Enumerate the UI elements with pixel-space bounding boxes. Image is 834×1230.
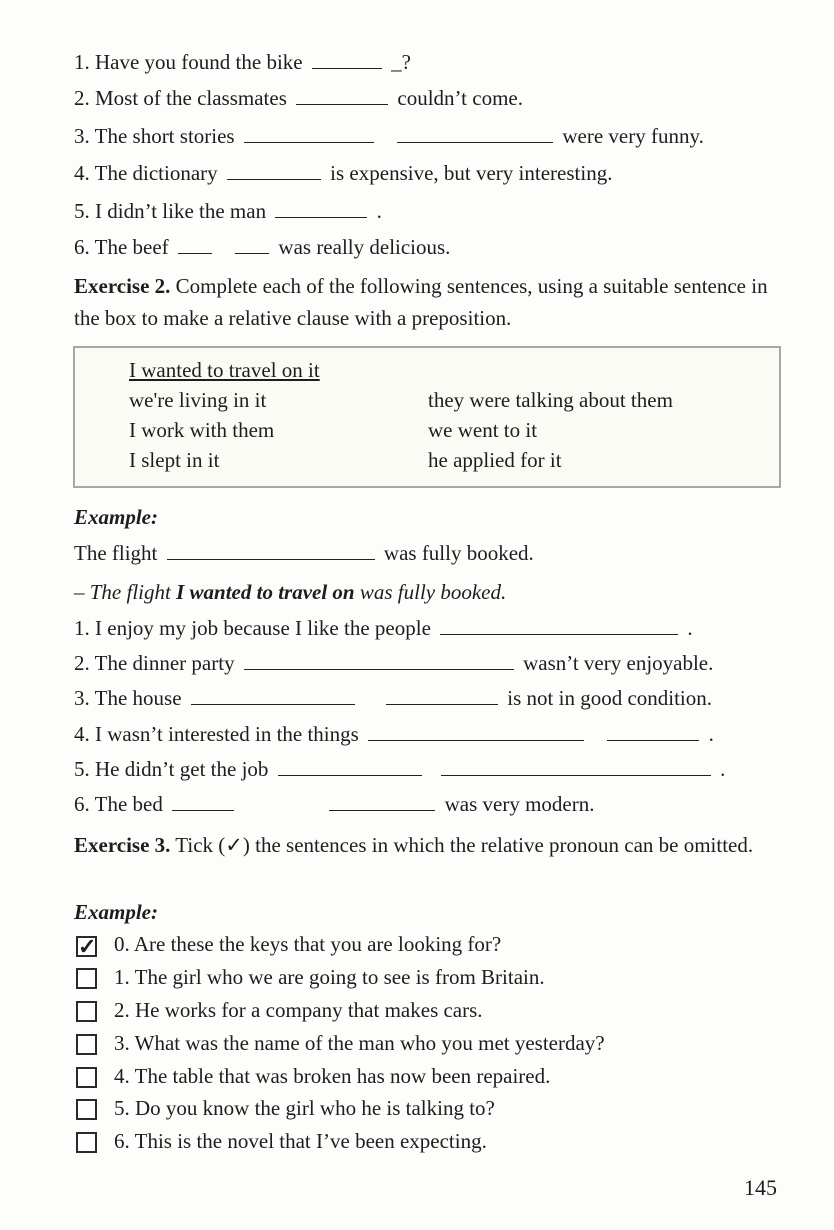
ex2-item-3-end: is not in good condition.: [507, 686, 713, 710]
ex3-item-6: 6. This is the novel that I’ve been expecting.: [114, 1129, 487, 1153]
answer-blank[interactable]: [227, 161, 321, 180]
ex3-item-2: 2. He works for a company that makes cars.: [114, 998, 483, 1022]
ex1-item-3-end: were very funny.: [562, 124, 704, 148]
checkbox[interactable]: [76, 1067, 97, 1088]
ex1-item-1-end: _?: [391, 50, 411, 74]
answer-blank[interactable]: [278, 757, 422, 776]
answer-blank[interactable]: [368, 722, 584, 741]
exercise-2-instruction: Complete each of the following sentences, using a suitable sentence in the box to make a relative clause with a preposition.: [74, 274, 768, 330]
ex1-item-5-end: .: [376, 199, 382, 223]
ex2-item-5-end: .: [720, 757, 726, 781]
answer-blank[interactable]: [386, 686, 498, 705]
ex1-item-4-end: is expensive, but very interesting.: [330, 161, 613, 185]
exercise-2-title: Exercise 2.: [74, 274, 171, 298]
answer-blank[interactable]: [441, 757, 711, 776]
answer-blank[interactable]: [172, 792, 234, 811]
ex2-item-3: [74, 686, 712, 711]
ex3-item-0: 0. Are these the keys that you are looking for?: [114, 932, 502, 956]
answer-blank[interactable]: [275, 199, 367, 218]
checkbox[interactable]: [76, 968, 97, 989]
ex2-item-1-text: 1. I enjoy my job because I like the people: [74, 616, 431, 640]
ex1-item-6-end: was really delicious.: [278, 235, 451, 259]
example-label: Example:: [74, 900, 158, 924]
box-sentence: we're living in it: [129, 388, 267, 412]
ex1-item-2-text: 2. Most of the classmates: [74, 86, 287, 110]
answer-blank[interactable]: [244, 124, 374, 143]
ex2-item-1: [74, 616, 693, 641]
checkbox[interactable]: [76, 1132, 97, 1153]
ex3-item-3: 3. What was the name of the man who you met yesterday?: [114, 1031, 605, 1055]
example-answer-clause: I wanted to travel on: [176, 580, 355, 604]
ex2-item-6: [74, 792, 594, 817]
example-start: The flight: [74, 541, 158, 565]
ex2-item-1-end: .: [687, 616, 693, 640]
ex1-item-2: [74, 86, 523, 111]
answer-blank[interactable]: [440, 616, 678, 635]
checkbox-checked[interactable]: ✓: [78, 934, 97, 959]
answer-blank[interactable]: [312, 50, 382, 69]
ex2-item-2-text: 2. The dinner party: [74, 651, 235, 675]
answer-blank[interactable]: [235, 235, 269, 254]
box-sentence: we went to it: [428, 418, 538, 442]
ex2-item-2: [74, 651, 713, 676]
ex1-item-6: [74, 235, 450, 260]
exercise-2-heading: [74, 270, 778, 334]
ex3-item-5: 5. Do you know the girl who he is talking to?: [114, 1096, 495, 1120]
answer-blank[interactable]: [244, 651, 514, 670]
ex2-item-5-text: 5. He didn’t get the job: [74, 757, 269, 781]
answer-blank[interactable]: [296, 86, 388, 105]
ex2-item-2-end: wasn’t very enjoyable.: [523, 651, 714, 675]
ex2-item-4-end: .: [708, 722, 714, 746]
ex1-item-3: [74, 124, 704, 149]
ex2-item-4-text: 4. I wasn’t interested in the things: [74, 722, 359, 746]
answer-blank[interactable]: [607, 722, 699, 741]
answer-blank[interactable]: [397, 124, 553, 143]
ex1-item-1-text: 1. Have you found the bike: [74, 50, 303, 74]
ex2-item-3-text: 3. The house: [74, 686, 182, 710]
example-answer: [74, 580, 506, 605]
ex1-item-2-end: couldn’t come.: [397, 86, 523, 110]
answer-blank[interactable]: [329, 792, 435, 811]
ex1-item-5: [74, 199, 382, 224]
box-sentence: I slept in it: [129, 448, 220, 472]
checkbox[interactable]: [76, 1001, 97, 1022]
example-label: Example:: [74, 505, 158, 529]
checkbox[interactable]: [76, 1099, 97, 1120]
ex1-item-3-text: 3. The short stories: [74, 124, 235, 148]
exercise-3-title: Exercise 3.: [74, 833, 171, 857]
box-sentence: I work with them: [129, 418, 275, 442]
box-sentence: they were talking about them: [428, 388, 673, 412]
ex1-item-4-text: 4. The dictionary: [74, 161, 218, 185]
ex2-item-6-text: 6. The bed: [74, 792, 163, 816]
exercise-3-instruction: Tick (✓) the sentences in which the relative pronoun can be omitted.: [175, 833, 754, 857]
example-sentence: [74, 541, 534, 566]
example-end: was fully booked.: [383, 541, 534, 565]
word-box: [73, 346, 781, 488]
answer-blank[interactable]: [178, 235, 212, 254]
checkbox[interactable]: [76, 1034, 97, 1055]
answer-blank[interactable]: [191, 686, 355, 705]
ex1-item-6-text: 6. The beef: [74, 235, 169, 259]
ex1-item-4: [74, 161, 612, 186]
box-sentence: he applied for it: [428, 448, 562, 472]
ex2-item-6-end: was very modern.: [444, 792, 595, 816]
ex2-item-4: [74, 722, 714, 747]
example-answer-start: – The flight: [74, 580, 171, 604]
ex1-item-5-text: 5. I didn’t like the man: [74, 199, 267, 223]
example-blank: [167, 541, 375, 560]
ex2-item-5: [74, 757, 725, 782]
page-number: 145: [744, 1175, 777, 1200]
ex1-item-1: [74, 50, 411, 75]
example-answer-end: was fully booked.: [359, 580, 507, 604]
box-sentence: I wanted to travel on it: [129, 358, 320, 382]
exercise-3-heading: [74, 829, 778, 861]
ex3-item-4: 4. The table that was broken has now been repaired.: [114, 1064, 551, 1088]
ex3-item-1: 1. The girl who we are going to see is from Britain.: [114, 965, 545, 989]
